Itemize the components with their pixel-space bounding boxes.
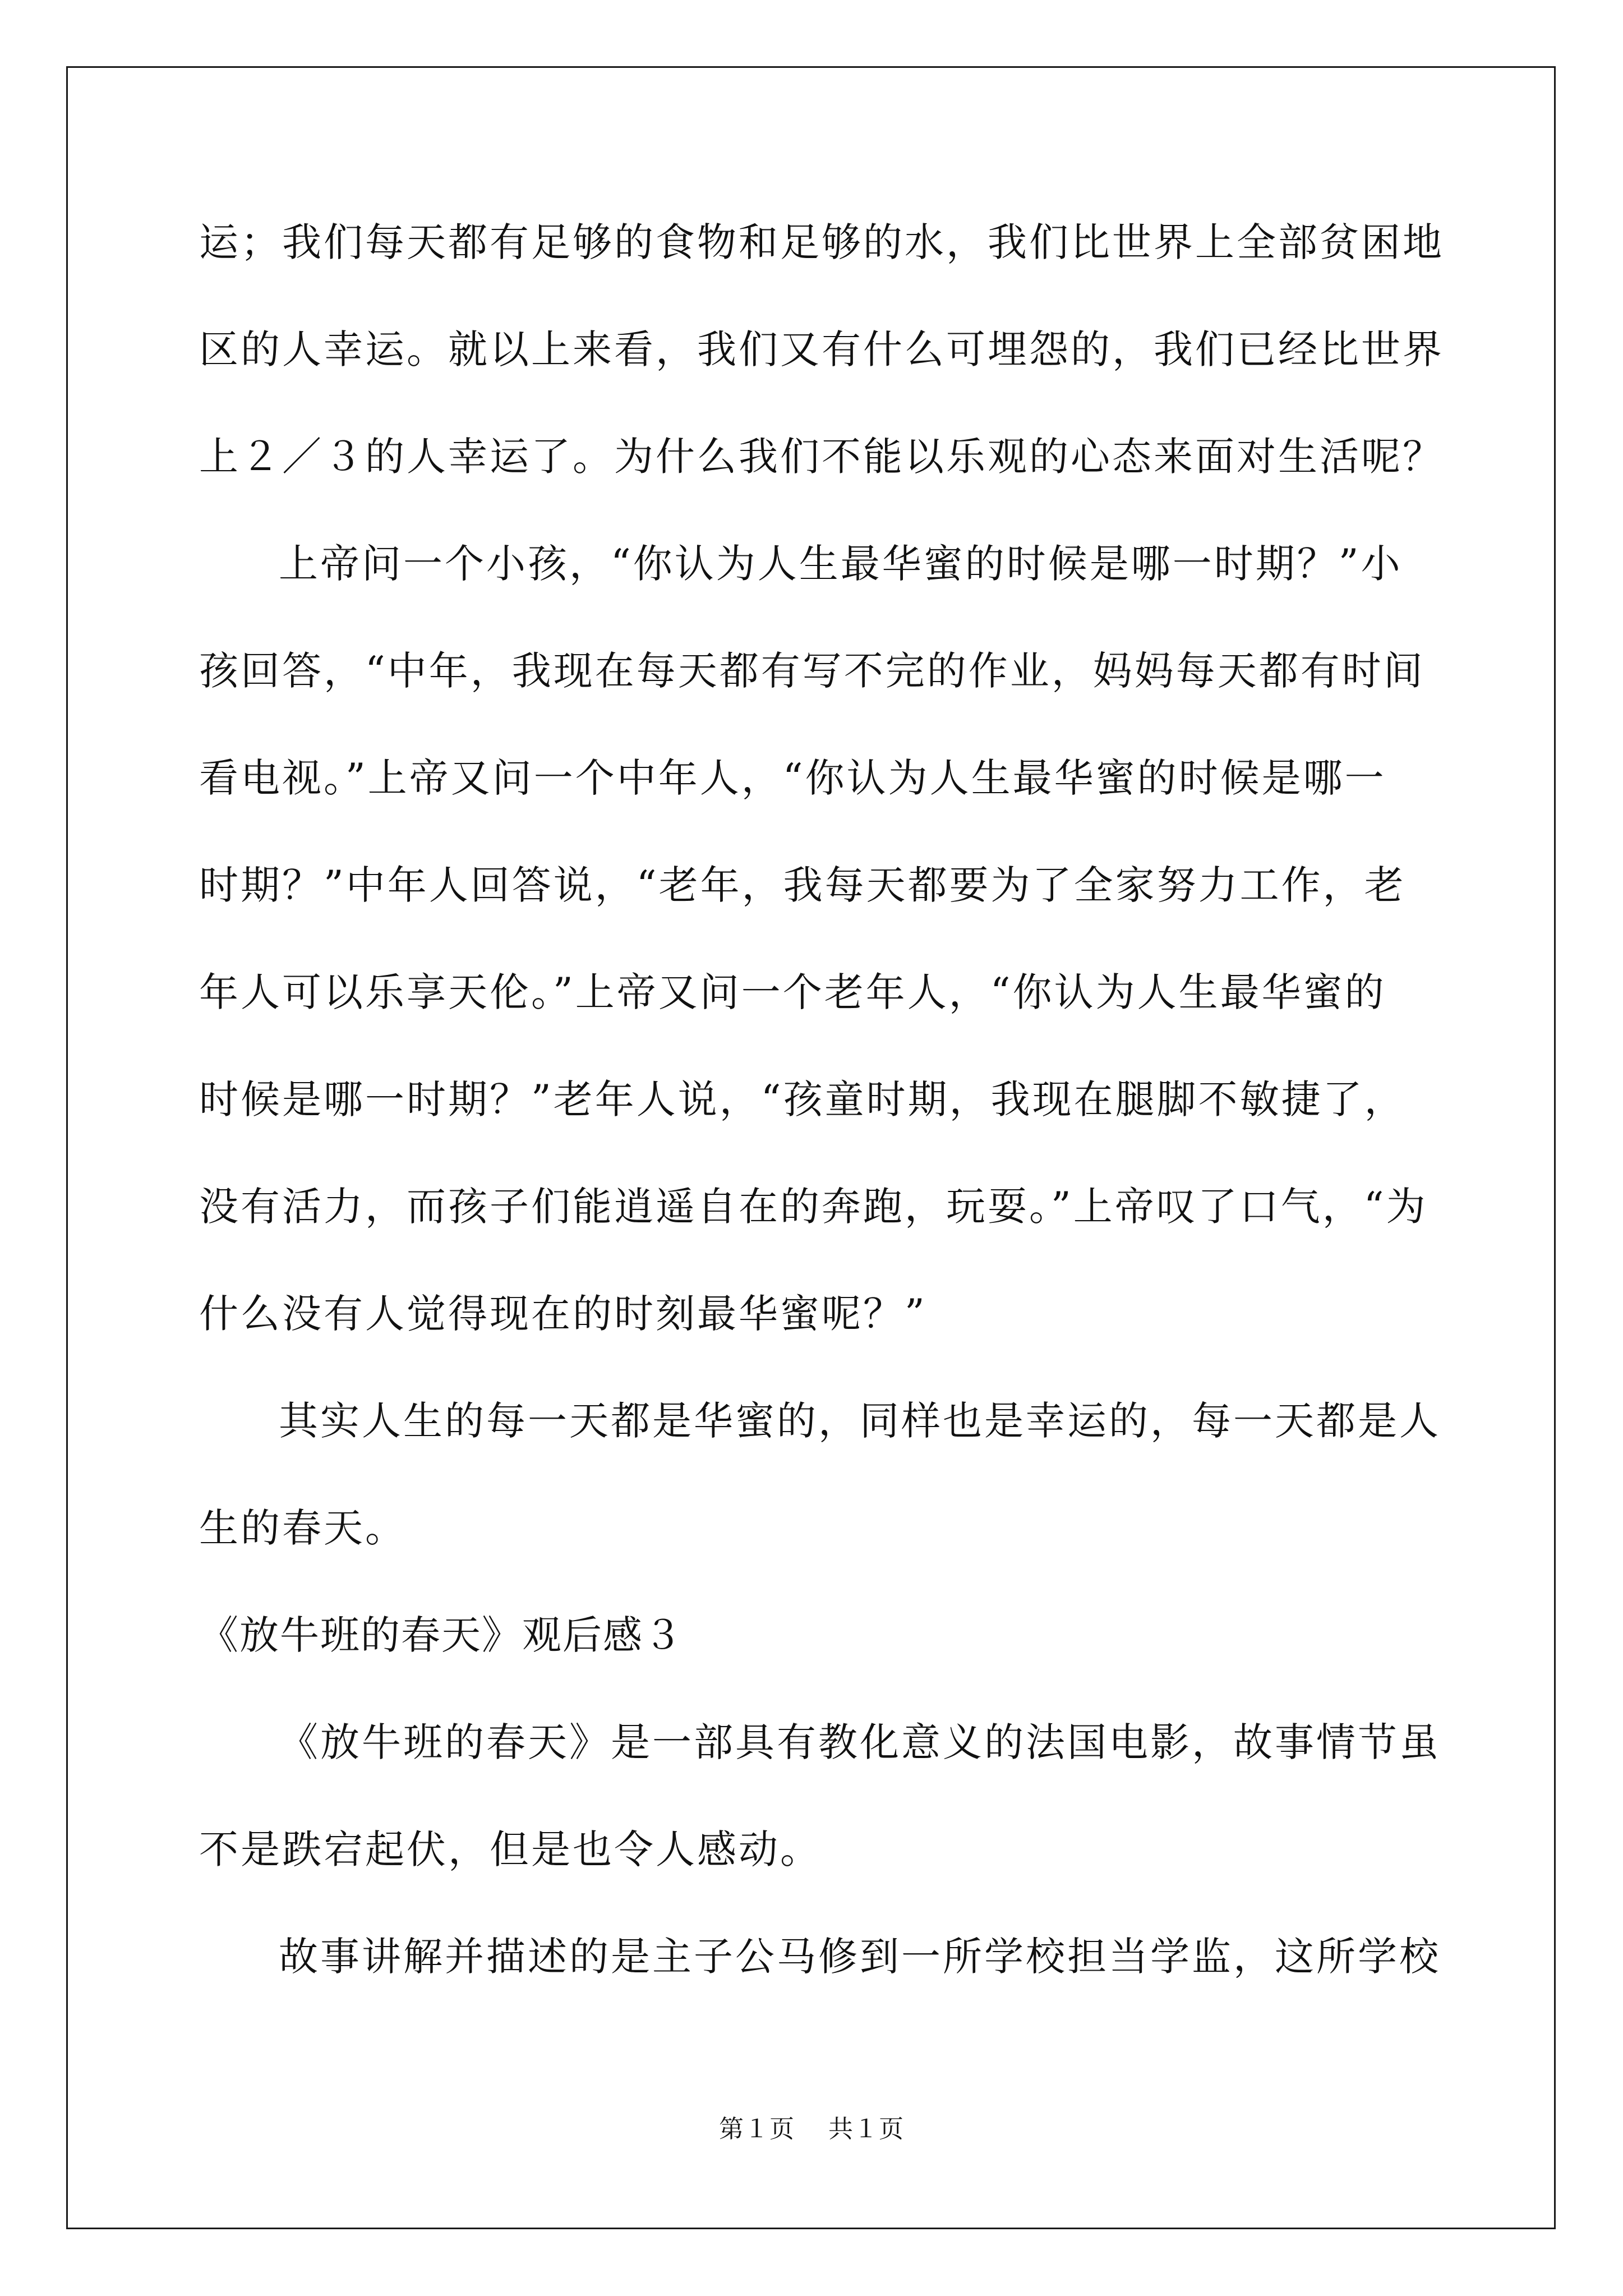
text-line: 上２／３的人幸运了。为什么我们不能以乐观的心态来面对生活呢？: [199, 434, 1444, 480]
paragraph-start-line: 故事讲解并描述的是主子公马修到一所学校担当学监，这所学校: [279, 1934, 1441, 1980]
document-body: [199, 216, 1444, 2037]
text-line: 运；我们每天都有足够的食物和足够的水，我们比世界上全部贫困地: [199, 219, 1444, 265]
paragraph-start-line: 上帝问一个小孩，“你认为人生最华蜜的时候是哪一时期？”小: [279, 541, 1403, 587]
text-line: 区的人幸运。就以上来看，我们又有什么可埋怨的，我们已经比世界: [199, 326, 1444, 372]
text-line: 年人可以乐享天伦。”上帝又问一个老年人，“你认为人生最华蜜的: [199, 969, 1386, 1015]
text-line: 时期？”中年人回答说，“老年，我每天都要为了全家努力工作，老: [199, 862, 1406, 908]
paragraph-start-line: 《放牛班的春天》是一部具有教化意义的法国电影，故事情节虽: [279, 1719, 1441, 1765]
page-footer: [0, 2114, 1623, 2145]
paragraph-start-line: 其实人生的每一天都是华蜜的，同样也是幸运的，每一天都是人: [279, 1398, 1441, 1444]
text-line: 时候是哪一时期？”老年人说，“孩童时期，我现在腿脚不敏捷了，: [199, 1076, 1406, 1122]
text-line: 不是跌宕起伏，但是也令人感动。: [199, 1826, 822, 1872]
text-line: 看电视。”上帝又问一个中年人，“你认为人生最华蜜的时候是哪一: [199, 755, 1386, 801]
text-line: 什么没有人觉得现在的时刻最华蜜呢？”: [199, 1291, 927, 1337]
page-number-current: 第１页: [719, 2115, 795, 2143]
text-line: 没有活力，而孩子们能逍遥自在的奔跑，玩耍。”上帝叹了口气，“为: [199, 1184, 1428, 1230]
page-number-total: 共１页: [828, 2115, 904, 2143]
text-line: 孩回答，“中年，我现在每天都有写不完的作业，妈妈每天都有时间: [199, 648, 1425, 694]
section-heading: 《放牛班的春天》观后感３: [199, 1612, 684, 1658]
text-line: 生的春天。: [199, 1505, 407, 1551]
